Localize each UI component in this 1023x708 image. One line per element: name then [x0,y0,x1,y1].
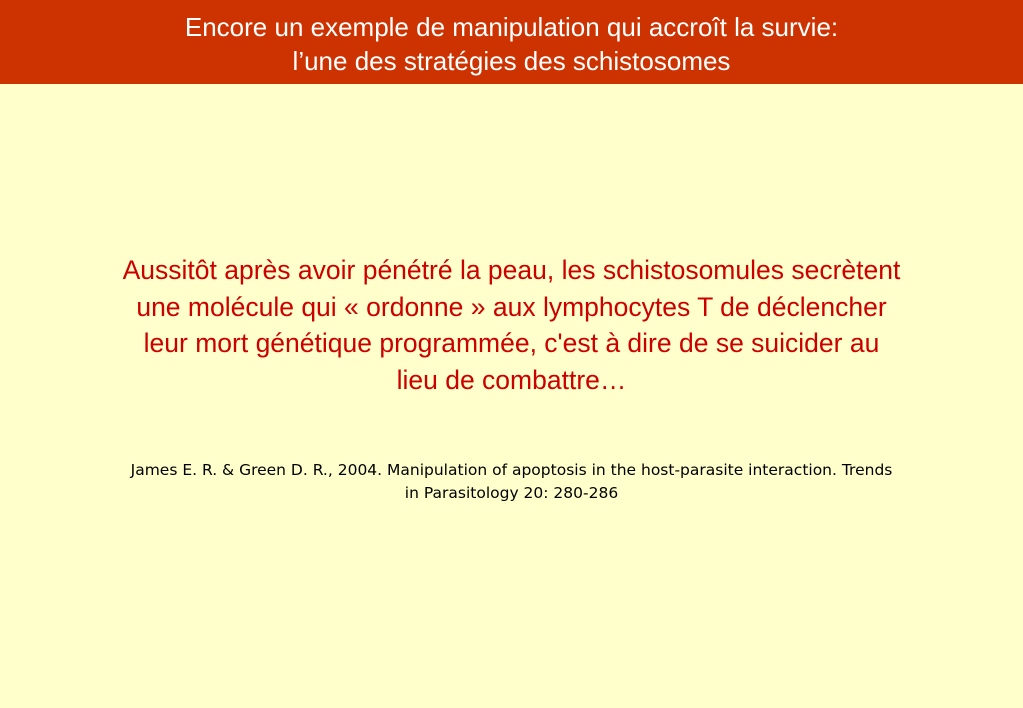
slide-header [0,0,1023,84]
main-statement-line-3: leur mort génétique programmée, c'est à dire de se suicider au [143,328,880,358]
main-statement-line-2: une molécule qui « ordonne » aux lymphocytes T de déclencher [136,291,887,322]
citation-line-2: in Parasitology 20: 280-286 [404,484,619,502]
citation-line-1: James E. R. & Green D. R., 2004. Manipulation of apoptosis in the host-parasite interaction. Trends [130,461,893,479]
main-statement-line-4: lieu de combattre… [396,364,627,395]
citation [30,459,993,505]
main-statement [40,252,983,398]
slide-title-line-2: l’une des stratégies des schistosomes [292,46,731,76]
slide-title-line-1: Encore un exemple de manipulation qui accroît la survie: [184,12,839,42]
main-statement-line-1: Aussitôt après avoir pénétré la peau, les schistosomules secrètent [122,255,901,285]
